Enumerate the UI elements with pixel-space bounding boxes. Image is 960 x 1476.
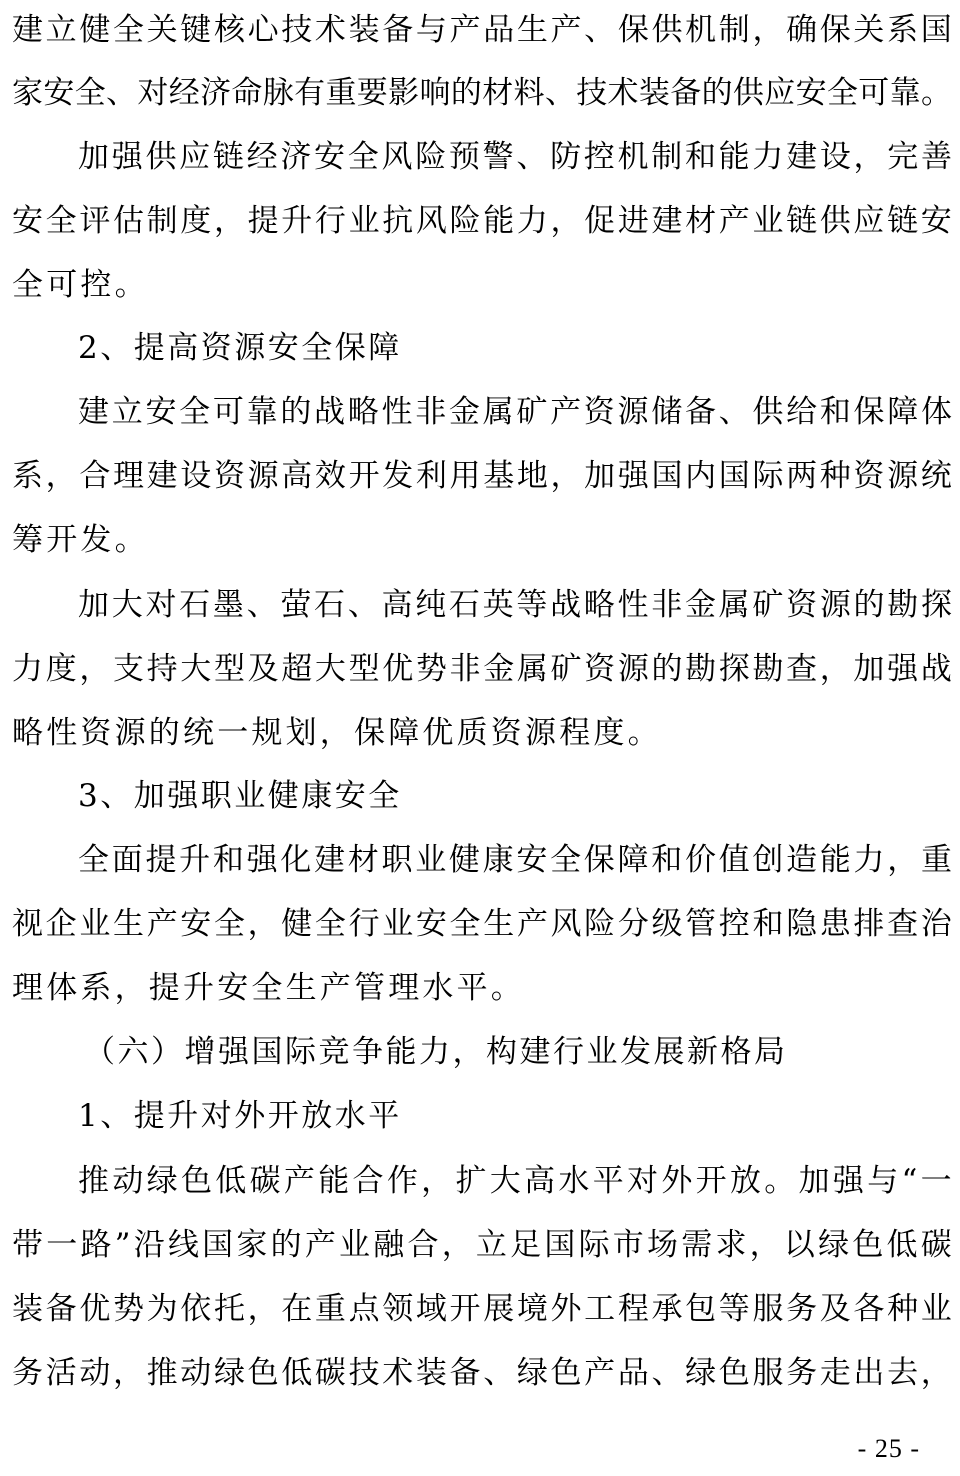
text-line: 推 动 绿 色 低 碳 产 能 合 作 ， 扩 大 高 水 平 对 外 开 放 。 加 强 与 “ 一 bbox=[78, 1163, 952, 1199]
text-line: 理体系，提升安全生产管理水平。 bbox=[12, 970, 525, 1006]
section-heading: 1、提升对外开放水平 bbox=[78, 1098, 402, 1134]
text-line: 略性资源的统一规划，保障优质资源程度。 bbox=[12, 715, 662, 751]
text-line: 加 大 对 石 墨 、 萤 石 、 高 纯 石 英 等 战 略 性 非 金 属 矿 资 源 的 勘 探 bbox=[78, 587, 952, 623]
text-line: 务 活 动 ， 推 动 绿 色 低 碳 技 术 装 备 、 绿 色 产 品 、 绿 色 服 务 走 出 去 ， bbox=[12, 1355, 952, 1391]
text-line: 力 度 ， 支 持 大 型 及 超 大 型 优 势 非 金 属 矿 资 源 的 勘 探 勘 查 ， 加 强 战 bbox=[12, 651, 952, 687]
text-line: 带 一 路 ” 沿 线 国 家 的 产 业 融 合 ， 立 足 国 际 市 场 需 求 ， 以 绿 色 低 碳 bbox=[12, 1227, 952, 1263]
text-line: 加 强 供 应 链 经 济 安 全 风 险 预 警 、 防 控 机 制 和 能 力 建 设 ， 完 善 bbox=[78, 139, 952, 175]
text-line: 安 全 评 估 制 度 ， 提 升 行 业 抗 风 险 能 力 ， 促 进 建 材 产 业 链 供 应 链 安 bbox=[12, 203, 952, 239]
text-line: 家 安 全 、 对 经 济 命 脉 有 重 要 影 响 的 材 料 、 技 术 装 备 的 供 应 安 全 可 靠 。 bbox=[12, 75, 952, 111]
section-heading: 3、加强职业健康安全 bbox=[78, 778, 402, 814]
section-heading: 2、提高资源安全保障 bbox=[78, 330, 402, 366]
text-line: 筹开发。 bbox=[12, 522, 149, 558]
text-line: 建 立 健 全 关 键 核 心 技 术 装 备 与 产 品 生 产 、 保 供 机 制 ， 确 保 关 系 国 bbox=[12, 12, 952, 48]
chapter-heading: （六）增强国际竞争能力，构建行业发展新格局 bbox=[84, 1034, 788, 1070]
text-line: 全 面 提 升 和 强 化 建 材 职 业 健 康 安 全 保 障 和 价 值 创 造 能 力 ， 重 bbox=[78, 842, 952, 878]
text-line: 全可控。 bbox=[12, 267, 149, 303]
text-line: 系 ， 合 理 建 设 资 源 高 效 开 发 利 用 基 地 ， 加 强 国 内 国 际 两 种 资 源 统 bbox=[12, 458, 952, 494]
text-line: 建 立 安 全 可 靠 的 战 略 性 非 金 属 矿 产 资 源 储 备 、 供 给 和 保 障 体 bbox=[78, 394, 952, 430]
page-number: - 25 - bbox=[857, 1434, 920, 1463]
text-line: 装 备 优 势 为 依 托 ， 在 重 点 领 域 开 展 境 外 工 程 承 包 等 服 务 及 各 种 业 bbox=[12, 1291, 952, 1327]
text-line: 视 企 业 生 产 安 全 ， 健 全 行 业 安 全 生 产 风 险 分 级 管 控 和 隐 患 排 查 治 bbox=[12, 906, 952, 942]
